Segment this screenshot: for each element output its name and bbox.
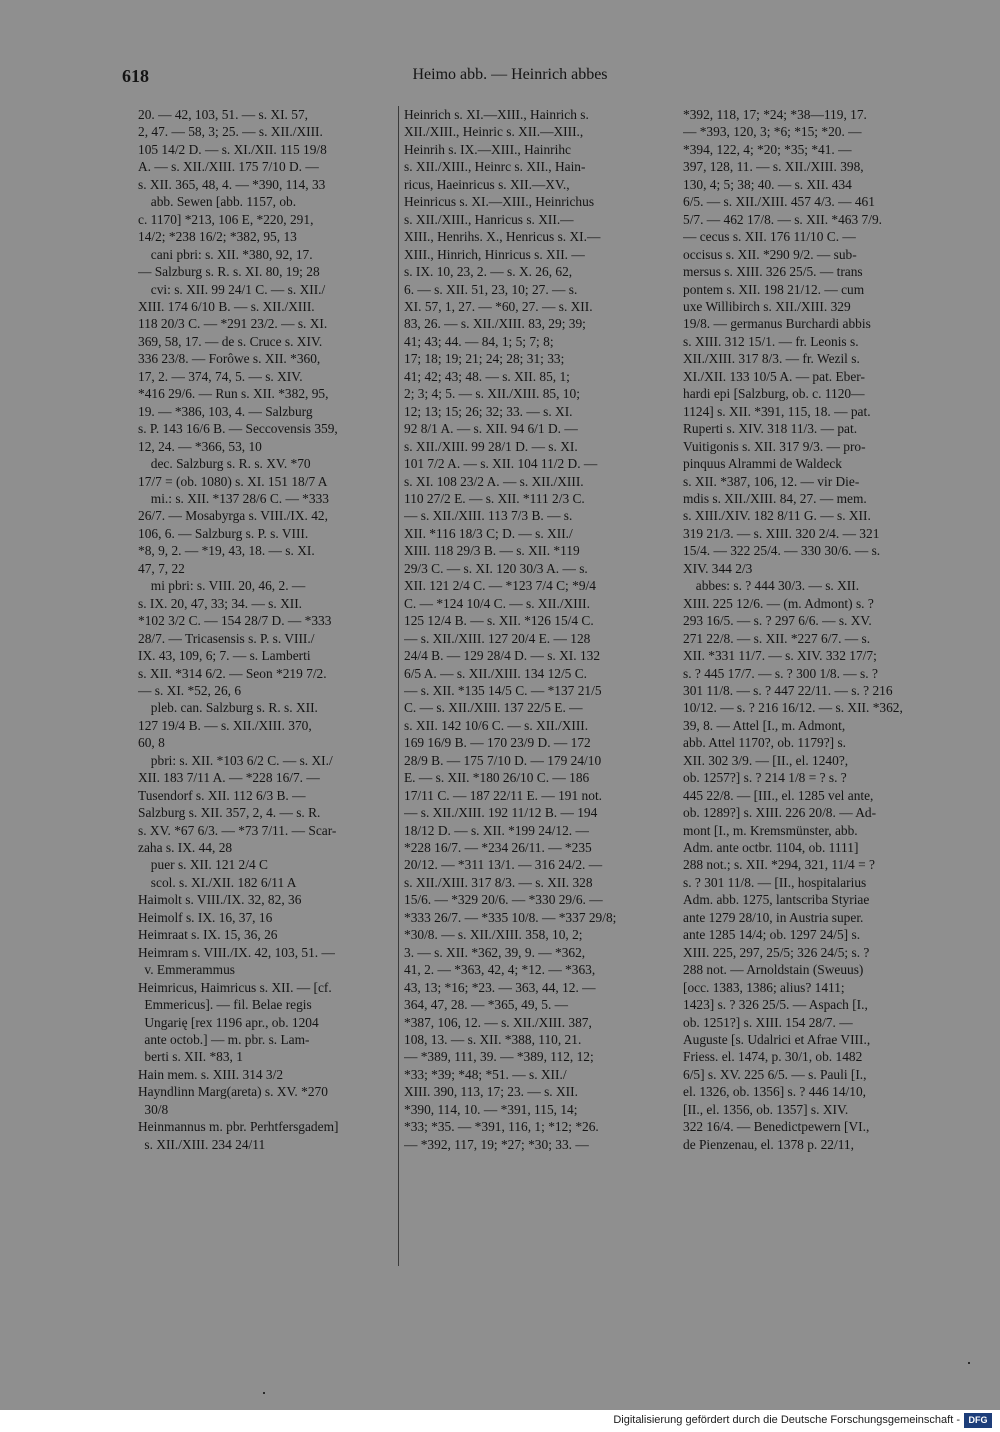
index-line: XII./XIII., Heinric s. XII.—XIII., <box>404 124 584 140</box>
index-line: s. XII. *314 6/2. — Seon *219 7/2. <box>138 665 327 681</box>
index-line: 17/11 C. — 187 22/11 E. — 191 not. <box>404 787 603 803</box>
index-line: — *389, 111, 39. — *389, 112, 12; <box>404 1049 594 1065</box>
index-line: s. XII./XIII., Hanricus s. XII.— <box>404 211 574 227</box>
index-line: pinquus Alrammi de Waldeck <box>683 456 842 472</box>
index-line: 445 22/8. — [III., el. 1285 vel ante, <box>683 787 874 803</box>
index-line: *8, 9, 2. — *19, 43, 18. — s. XI. <box>138 543 315 559</box>
index-line: *387, 106, 12. — s. XII./XIII. 387, <box>404 1014 592 1030</box>
index-line: 12, 24. — *366, 53, 10 <box>138 438 262 454</box>
running-head: Heimo abb. — Heinrich abbes <box>412 66 608 83</box>
index-line: — cecus s. XII. 176 11/10 C. — <box>683 229 856 245</box>
index-line: s. XII. 365, 48, 4. — *390, 114, 33 <box>138 176 326 192</box>
index-line: 118 20/3 C. — *291 23/2. — s. XI. <box>138 316 328 332</box>
index-line: 30/8 <box>144 1101 169 1117</box>
index-line: XIV. 344 2/3 <box>683 560 753 576</box>
index-line: s. XIII. 312 15/1. — fr. Leonis s. <box>683 333 859 349</box>
index-line: E. — s. XII. *180 26/10 C. — 186 <box>404 770 590 786</box>
index-line: Friess. el. 1474, p. 30/1, ob. 1482 <box>683 1049 863 1065</box>
index-line: *392, 118, 17; *24; *38—119, 17. <box>683 107 867 122</box>
index-line: 1423] s. ? 326 25/5. — Aspach [I., <box>683 997 868 1013</box>
index-line: s. ? 445 17/7. — s. ? 300 1/8. — s. ? <box>683 665 878 681</box>
index-line: XIII. 390, 113, 17; 23. — s. XII. <box>404 1084 578 1100</box>
index-line: 24/4 B. — 129 28/4 D. — s. XI. 132 <box>404 648 601 664</box>
index-line: 10/12. — s. ? 216 16/12. — s. XII. *362, <box>683 700 903 716</box>
index-line: 15/6. — *329 20/6. — *330 29/6. — <box>404 892 603 908</box>
index-line: el. 1326, ob. 1356] s. ? 446 14/10, <box>683 1084 866 1100</box>
index-line: berti s. XII. *83, 1 <box>144 1049 243 1065</box>
index-line: hardi epi [Salzburg, ob. c. 1120— <box>683 386 865 402</box>
index-line: XI./XII. 133 10/5 A. — pat. Eber- <box>683 368 865 384</box>
index-line: s. P. 143 16/6 B. — Seccovensis 359, <box>138 421 338 437</box>
index-line: dec. Salzburg s. R. s. XV. *70 <box>150 456 311 472</box>
index-line: *390, 114, 10. — *391, 115, 14; <box>404 1101 578 1117</box>
dfg-logo: DFG <box>964 1413 992 1428</box>
index-line: 5/7. — 462 17/8. — s. XII. *463 7/9. <box>683 211 882 227</box>
index-line: Emmericus]. — fil. Belae regis <box>144 997 312 1013</box>
index-line: mont [I., m. Kremsmünster, abb. <box>683 822 858 838</box>
index-line: Heinrich s. XI.—XIII., Hainrich s. <box>404 107 589 122</box>
index-line: s. IX. 10, 23, 2. — s. X. 26, 62, <box>404 264 573 280</box>
index-line: pontem s. XII. 198 21/12. — cum <box>683 281 865 297</box>
index-line: uxe Willibirch s. XII./XIII. 329 <box>683 298 851 314</box>
index-line: 28/9 B. — 175 7/10 D. — 179 24/10 <box>404 752 602 768</box>
index-line: 2, 47. — 58, 3; 25. — s. XII./XIII. <box>138 124 323 140</box>
index-line: 20/12. — *311 13/1. — 316 24/2. — <box>404 857 603 873</box>
index-line: — s. XII. *135 14/5 C. — *137 21/5 <box>404 682 602 698</box>
index-line: 125 12/4 B. — s. XII. *126 15/4 C. <box>404 613 594 629</box>
index-line: ante octob.] — m. pbr. s. Lam- <box>144 1032 310 1048</box>
column-left <box>138 106 394 1153</box>
index-line: 369, 58, 17. — de s. Cruce s. XIV. <box>138 333 323 349</box>
index-line: pbri: s. XII. *103 6/2 C. — s. XI./ <box>150 752 333 768</box>
index-line: 288 not. — Arnoldstain (Sweuus) <box>683 962 864 978</box>
index-line: 17, 2. — 374, 74, 5. — s. XIV. <box>138 368 303 384</box>
index-line: XIII. 174 6/10 B. — s. XII./XIII. <box>138 298 315 314</box>
funding-credit: Digitalisierung gefördert durch die Deutsche Forschungsgemeinschaft - <box>613 1414 960 1426</box>
index-line: — s. XII./XIII. 192 11/12 B. — 194 <box>404 805 598 821</box>
index-line: 18/12 D. — s. XII. *199 24/12. — <box>404 822 589 838</box>
index-line: 101 7/2 A. — s. XII. 104 11/2 D. — <box>404 456 598 472</box>
index-line: v. Emmerammus <box>144 962 236 978</box>
index-line: mdis s. XII./XIII. 84, 27. — mem. <box>683 490 867 506</box>
index-line: 17/7 = (ob. 1080) s. XI. 151 18/7 A <box>138 473 328 489</box>
index-line: 6/5] s. XV. 225 6/5. — s. Pauli [I., <box>683 1066 867 1082</box>
index-line: abb. Attel 1170?, ob. 1179?] s. <box>683 735 847 751</box>
index-line: 29/3 C. — s. XI. 120 30/3 A. — s. <box>404 560 588 576</box>
index-line: s. XIII./XIV. 182 8/11 G. — s. XII. <box>683 508 871 524</box>
index-line: cani pbri: s. XII. *380, 92, 17. <box>150 246 313 262</box>
index-line: — Salzburg s. R. s. XI. 80, 19; 28 <box>138 264 320 280</box>
index-line: — *393, 120, 3; *6; *15; *20. — <box>683 124 862 140</box>
scan-speck <box>263 1392 265 1394</box>
index-line: XIII. 225, 297, 25/5; 326 24/5; s. ? <box>683 944 870 960</box>
index-line: *416 29/6. — Run s. XII. *382, 95, <box>138 386 329 402</box>
index-line: s. XII. *387, 106, 12. — vir Die- <box>683 473 860 489</box>
index-line: Vuitigonis s. XII. 317 9/3. — pro- <box>683 438 866 454</box>
index-line: Heimricus, Haimricus s. XII. — [cf. <box>138 979 332 995</box>
index-line: 41; 42; 43; 48. — s. XII. 85, 1; <box>404 368 570 384</box>
index-line: ob. 1257?] s. ? 214 1/8 = ? s. ? <box>683 770 847 786</box>
index-line: XIII. 118 29/3 B. — s. XII. *119 <box>404 543 580 559</box>
index-line: Adm. abb. 1275, lantscriba Styriae <box>683 892 870 908</box>
index-line: 6/5. — s. XII./XIII. 457 4/3. — 461 <box>683 194 875 210</box>
index-line: mersus s. XIII. 326 25/5. — trans <box>683 264 863 280</box>
index-line: 105 14/2 D. — s. XI./XII. 115 19/8 <box>138 141 327 157</box>
index-line: XII. *116 18/3 C; D. — s. XII./ <box>404 525 573 541</box>
index-line: 41; 43; 44. — 84, 1; 5; 7; 8; <box>404 333 554 349</box>
index-line: c. 1170] *213, 106 E, *220, 291, <box>138 211 314 227</box>
index-line: XII. 302 3/9. — [II., el. 1240?, <box>683 752 849 768</box>
index-line: 293 16/5. — s. ? 297 6/6. — s. XV. <box>683 613 872 629</box>
index-line: zaha s. IX. 44, 28 <box>138 840 233 856</box>
index-line: XII. 183 7/11 A. — *228 16/7. — <box>138 770 320 786</box>
index-line: Heimolf s. IX. 16, 37, 16 <box>138 909 273 925</box>
index-line: ante 1285 14/4; ob. 1297 24/5] s. <box>683 927 861 943</box>
index-line: Auguste [s. Udalrici et Afrae VIII., <box>683 1032 871 1048</box>
index-line: s. IX. 20, 47, 33; 34. — s. XII. <box>138 595 303 611</box>
index-line: 364, 47, 28. — *365, 49, 5. — <box>404 997 569 1013</box>
index-line: 92 8/1 A. — s. XII. 94 6/1 D. — <box>404 421 578 437</box>
index-line: — s. XI. *52, 26, 6 <box>138 682 242 698</box>
index-line: s. ? 301 11/8. — [II., hospitalarius <box>683 874 867 890</box>
scan-speck <box>968 1362 970 1364</box>
index-line: 60, 8 <box>138 735 165 751</box>
index-line: Heinrih s. IX.—XIII., Hainrihc <box>404 141 571 157</box>
index-line: Ruperti s. XIV. 318 11/3. — pat. <box>683 421 858 437</box>
index-line: 43, 13; *16; *23. — 363, 44, 12. — <box>404 979 596 995</box>
index-line: mi pbri: s. VIII. 20, 46, 2. — <box>150 578 306 594</box>
index-line: s. XV. *67 6/3. — *73 7/11. — Scar- <box>138 822 337 838</box>
index-line: XII. 121 2/4 C. — *123 7/4 C; *9/4 <box>404 578 596 594</box>
index-line: 20. — 42, 103, 51. — s. XI. 57, <box>138 107 308 122</box>
index-line: scol. s. XI./XII. 182 6/11 A <box>150 874 297 890</box>
index-line: s. XII./XIII., Heinrc s. XII., Hain- <box>404 159 586 175</box>
index-line: 397, 128, 11. — s. XII./XIII. 398, <box>683 159 864 175</box>
index-line: [II., el. 1356, ob. 1357] s. XIV. <box>683 1101 849 1117</box>
index-line: 319 21/3. — s. XIII. 320 2/4. — 321 <box>683 525 880 541</box>
index-line: 28/7. — Tricasensis s. P. s. VIII./ <box>138 630 315 646</box>
index-line: *33; *35. — *391, 116, 1; *12; *26. <box>404 1119 599 1135</box>
index-line: [occ. 1383, 1386; alius? 1411; <box>683 979 845 995</box>
index-line: XIII., Henrihs. X., Henricus s. XI.— <box>404 229 601 245</box>
index-line: ante 1279 28/10, in Austria super. <box>683 909 864 925</box>
index-line: 301 11/8. — s. ? 447 22/11. — s. ? 216 <box>683 682 893 698</box>
index-line: abb. Sewen [abb. 1157, ob. <box>150 194 297 210</box>
index-line: *394, 122, 4; *20; *35; *41. — <box>683 141 852 157</box>
index-line: XII./XIII. 317 8/3. — fr. Wezil s. <box>683 351 860 367</box>
index-line: 12; 13; 15; 26; 32; 33. — s. XI. <box>404 403 573 419</box>
index-line: 106, 6. — Salzburg s. P. s. VIII. <box>138 525 309 541</box>
index-line: s. XII. 142 10/6 C. — s. XII./XIII. <box>404 717 589 733</box>
index-line: 6. — s. XII. 51, 23, 10; 27. — s. <box>404 281 578 297</box>
index-line: ricus, Haeinricus s. XII.—XV., <box>404 176 570 192</box>
index-line: *333 26/7. — *335 10/8. — *337 29/8; <box>404 909 617 925</box>
index-line: de Pienzenau, el. 1378 p. 22/11, <box>683 1136 854 1152</box>
index-line: C. — s. XII./XIII. 137 22/5 E. — <box>404 700 583 716</box>
index-line: 19. — *386, 103, 4. — Salzburg <box>138 403 313 419</box>
index-line: 39, 8. — Attel [I., m. Admont, <box>683 717 846 733</box>
index-line: 130, 4; 5; 38; 40. — s. XII. 434 <box>683 176 852 192</box>
index-line: Heinricus s. XI.—XIII., Heinrichus <box>404 194 595 210</box>
index-line: IX. 43, 109, 6; 7. — s. Lamberti <box>138 648 311 664</box>
index-line: Salzburg s. XII. 357, 2, 4. — s. R. <box>138 805 321 821</box>
index-line: Adm. ante octbr. 1104, ob. 1111] <box>683 840 859 856</box>
index-line: Tusendorf s. XII. 112 6/3 B. — <box>138 787 306 803</box>
index-line: XII. *331 11/7. — s. XIV. 332 17/7; <box>683 648 877 664</box>
index-line: 1124] s. XII. *391, 115, 18. — pat. <box>683 403 871 419</box>
index-line: ob. 1289?] s. XIII. 226 20/8. — Ad- <box>683 805 877 821</box>
index-line: Heimraat s. IX. 15, 36, 26 <box>138 927 278 943</box>
index-line: cvi: s. XII. 99 24/1 C. — s. XII./ <box>150 281 326 297</box>
index-line: 6/5 A. — s. XII./XIII. 134 12/5 C. <box>404 665 587 681</box>
index-line: 3. — s. XII. *362, 39, 9. — *362, <box>404 944 586 960</box>
index-line: 41, 2. — *363, 42, 4; *12. — *363, <box>404 962 596 978</box>
index-line: mi.: s. XII. *137 28/6 C. — *333 <box>150 490 329 506</box>
index-line: 127 19/4 B. — s. XII./XIII. 370, <box>138 717 312 733</box>
index-line: puer s. XII. 121 2/4 C <box>150 857 268 873</box>
index-line: abbes: s. ? 444 30/3. — s. XII. <box>695 578 860 594</box>
page-number: 618 <box>122 66 149 86</box>
index-line: A. — s. XII./XIII. 175 7/10 D. — <box>138 159 319 175</box>
index-line: 2; 3; 4; 5. — s. XII./XIII. 85, 10; <box>404 386 580 402</box>
index-line: 271 22/8. — s. XII. *227 6/7. — s. <box>683 630 871 646</box>
index-line: *33; *39; *48; *51. — s. XII./ <box>404 1066 567 1082</box>
index-line: s. XII./XIII. 234 24/11 <box>144 1136 266 1152</box>
index-line: — s. XII./XIII. 113 7/3 B. — s. <box>404 508 573 524</box>
column-middle <box>404 106 666 1153</box>
index-line: 15/4. — 322 25/4. — 330 30/6. — s. <box>683 543 881 559</box>
index-line: 110 27/2 E. — s. XII. *111 2/3 C. <box>404 490 585 506</box>
index-line: 47, 7, 22 <box>138 560 185 576</box>
index-line: — *392, 117, 19; *27; *30; 33. — <box>404 1136 589 1152</box>
index-line: Heinmannus m. pbr. Perhtfersgadem] <box>138 1119 339 1135</box>
index-line: pleb. can. Salzburg s. R. s. XII. <box>150 700 318 716</box>
index-line: 19/8. — germanus Burchardi abbis <box>683 316 871 332</box>
index-line: ob. 1251?] s. XIII. 154 28/7. — <box>683 1014 853 1030</box>
index-line: 288 not.; s. XII. *294, 321, 11/4 = ? <box>683 857 875 873</box>
index-line: s. XII./XIII. 317 8/3. — s. XII. 328 <box>404 874 593 890</box>
column-right <box>683 106 926 1153</box>
index-line: 108, 13. — s. XII. *388, 110, 21. <box>404 1032 582 1048</box>
index-line: XIII., Hinrich, Hinricus s. XII. — <box>404 246 585 262</box>
index-line: 336 23/8. — Forôwe s. XII. *360, <box>138 351 321 367</box>
index-line: 17; 18; 19; 21; 24; 28; 31; 33; <box>404 351 565 367</box>
index-line: 169 16/9 B. — 170 23/9 D. — 172 <box>404 735 591 751</box>
index-line: 322 16/4. — Benedictpewern [VI., <box>683 1119 870 1135</box>
index-line: Hayndlinn Marg(areta) s. XV. *270 <box>138 1084 328 1100</box>
index-line: Ungarię [rex 1196 apr., ob. 1204 <box>144 1014 319 1030</box>
index-line: *102 3/2 C. — 154 28/7 D. — *333 <box>138 613 332 629</box>
index-line: Heimram s. VIII./IX. 42, 103, 51. — <box>138 944 335 960</box>
index-line: Hain mem. s. XIII. 314 3/2 <box>138 1066 284 1082</box>
index-line: s. XII./XIII. 99 28/1 D. — s. XI. <box>404 438 578 454</box>
index-line: XI. 57, 1, 27. — *60, 27. — s. XII. <box>404 298 593 314</box>
index-line: 83, 26. — s. XII./XIII. 83, 29; 39; <box>404 316 586 332</box>
index-line: — s. XII./XIII. 127 20/4 E. — 128 <box>404 630 591 646</box>
index-line: XIII. 225 12/6. — (m. Admont) s. ? <box>683 595 874 611</box>
index-line: s. XI. 108 23/2 A. — s. XII./XIII. <box>404 473 584 489</box>
index-line: *228 16/7. — *234 26/11. — *235 <box>404 840 592 856</box>
index-line: *30/8. — s. XII./XIII. 358, 10, 2; <box>404 927 583 943</box>
index-line: 26/7. — Mosabyrga s. VIII./IX. 42, <box>138 508 328 524</box>
column-divider <box>398 106 399 1266</box>
index-line: C. — *124 10/4 C. — s. XII./XIII. <box>404 595 590 611</box>
index-line: 14/2; *238 16/2; *382, 95, 13 <box>138 229 297 245</box>
index-line: Haimolt s. VIII./IX. 32, 82, 36 <box>138 892 302 908</box>
index-line: occisus s. XII. *290 9/2. — sub- <box>683 246 857 262</box>
